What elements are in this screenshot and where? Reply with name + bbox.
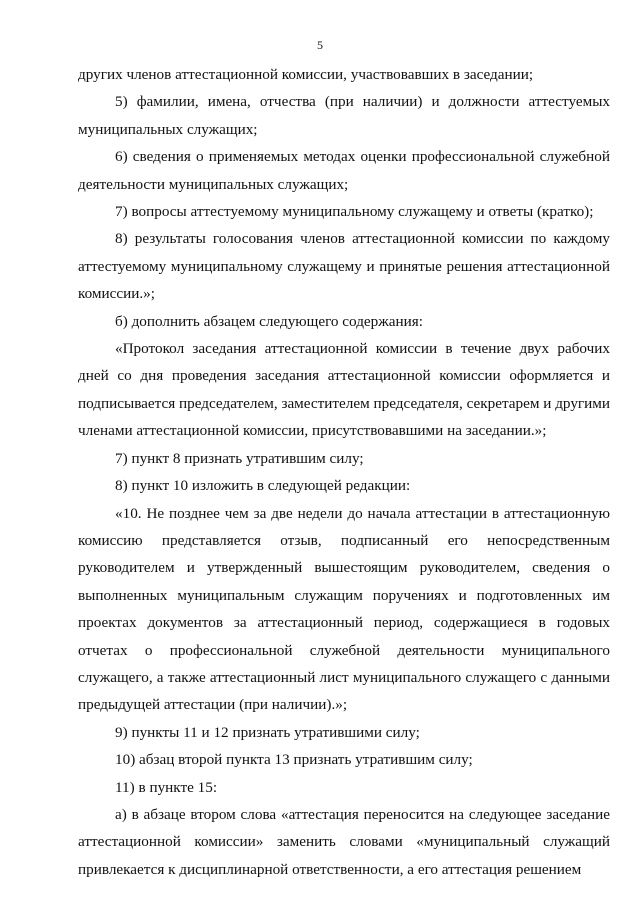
paragraph-point-10-text: «10. Не позднее чем за две недели до начала аттестации в аттестационную комиссию представляется отзыв, подписанный его непосредственным руководителем и утвержденный вышестоящим руководителем, сведения о выполненных муниципальным служащим поручениях и подготовленных им проектах документов за аттестационный период, содержащиеся в годовых отчетах о профессиональной служебной деятельности муниципального служащего, а также аттестационный лист муниципального служащего с данными предыдущей аттестации (при наличии).»; [78,504,610,714]
paragraph-continuation: других членов аттестационной комиссии, участвовавших в заседании; [78,66,534,83]
paragraph-item-6: 6) сведения о применяемых методах оценки профессиональной служебной деятельности муниципальных служащих; [78,148,610,193]
paragraph-amendment-b: б) дополнить абзацем следующего содержания: [115,312,423,330]
paragraph-point-15-intro: 11) в пункте 15: [115,778,218,796]
paragraph-item-5: 5) фамилии, имена, отчества (при наличии) и должности аттестуемых муниципальных служащих; [78,93,610,138]
paragraph-point-10-intro: 8) пункт 10 изложить в следующей редакции: [115,477,411,495]
page-number: 5 [317,38,323,52]
paragraph-point-15-a: а) в абзаце втором слова «аттестация переносится на следующее заседание аттестационной комиссии» заменить словами «муниципальный служащий привлекается к дисциплинарной ответственности, а его аттестация решением [78,805,610,878]
paragraph-points-11-12-repeal: 9) пункты 11 и 12 признать утратившими силу; [115,723,420,741]
paragraph-point-8-repeal: 7) пункт 8 признать утратившим силу; [115,449,364,467]
paragraph-item-8: 8) результаты голосования членов аттестационной комиссии по каждому аттестуемому муниципальному служащему и принятые решения аттестационной комиссии.»; [78,230,610,303]
paragraph-item-7: 7) вопросы аттестуемому муниципальному служащему и ответы (кратко); [115,203,594,221]
document-body [78,61,610,883]
paragraph-protocol-quote: «Протокол заседания аттестационной комиссии в течение двух рабочих дней со дня проведения заседания аттестационной комиссии оформляется и подписывается председателем, заместителем председателя, секретарем и другими членами аттестационной комиссии, присутствовавшими на заседании.»; [78,340,611,440]
paragraph-point-13-repeal: 10) абзац второй пункта 13 признать утратившим силу; [115,751,473,769]
